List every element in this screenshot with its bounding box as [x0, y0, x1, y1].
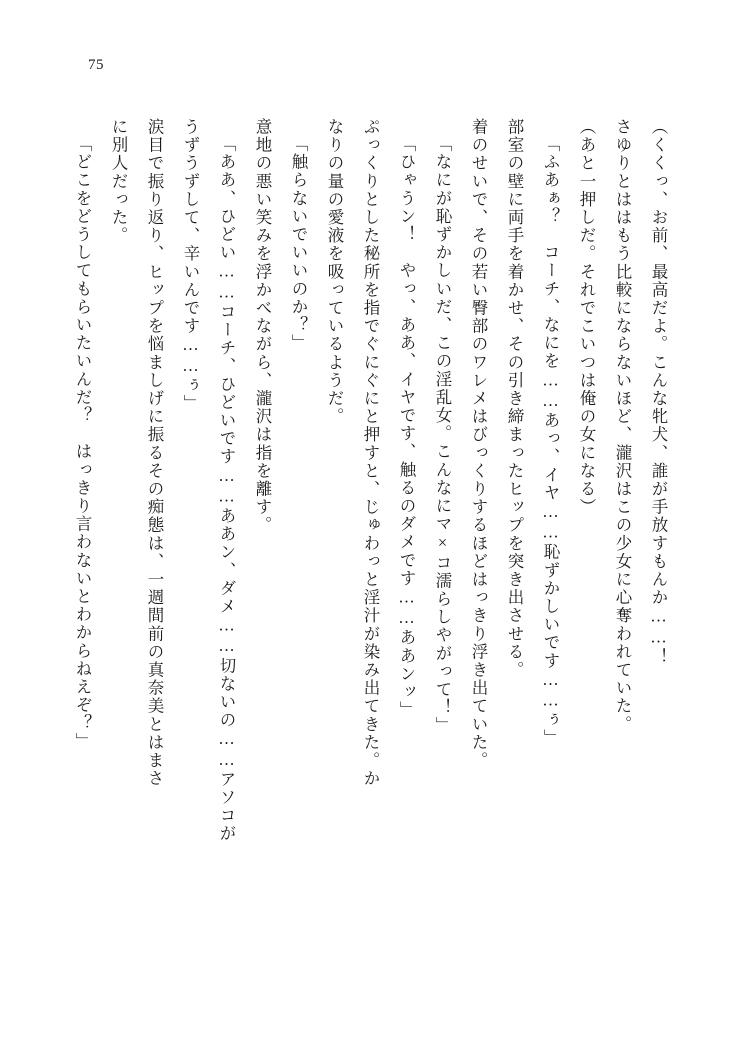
text-line: （くくっ、お前、最高だよ。こんな牝犬、誰が手放すもんか……！	[649, 118, 668, 666]
body-text-block	[55, 118, 676, 908]
text-line: ぷっくりとした秘所を指でぐにぐにと押すと、じゅわっと淫汁が染み出てきた。か	[361, 118, 380, 788]
text-line: に別人だった。	[109, 118, 128, 245]
text-line: 「ふあぁ？ コーチ、なにを……あっ、イヤ……恥ずかしいです……ぅ」	[541, 135, 560, 748]
text-line: （あと一押しだ。それでこいつは俺の女になる）	[577, 118, 596, 517]
text-line: 部室の壁に両手を着かせ、その引き締まったヒップを突き出させる。	[505, 118, 524, 680]
text-line: 涙目で振り返り、ヒップを悩ましげに振るその痴態は、一週間前の真奈美とはまさ	[145, 118, 164, 788]
text-line: うずうずして、辛いんです……ぅ」	[181, 118, 200, 413]
text-line: 「触らないでいいのか？」	[289, 135, 308, 353]
text-line: 「ひゃうン！ やっ、ああ、イヤです、触るのダメです……ああンッ」	[397, 135, 416, 720]
text-line: 「ああ、ひどい……コーチ、ひどいです……ああン、ダメ……切ないの……アソコが	[217, 135, 236, 843]
page-number: 75	[88, 57, 104, 73]
text-line: 着のせいで、その若い臀部のワレメはびっくりするほどはっきり浮き出ていた。	[469, 118, 488, 770]
text-line: 「なにが恥ずかしいだ、この淫乱女。こんなにマ×コ濡らしやがって！」	[433, 135, 452, 735]
text-line: さゆりとははもう比較にならないほど、瀧沢はこの少女に心奪われていた。	[613, 118, 632, 734]
text-line: なりの量の愛液を吸っているようだ。	[325, 118, 344, 426]
text-line: 「どこをどうしてもらいたいんだ？ はっきり言わないとわからねえぞ？」	[73, 135, 92, 751]
text-line: 意地の悪い笑みを浮かべながら、瀧沢は指を離す。	[253, 118, 272, 535]
